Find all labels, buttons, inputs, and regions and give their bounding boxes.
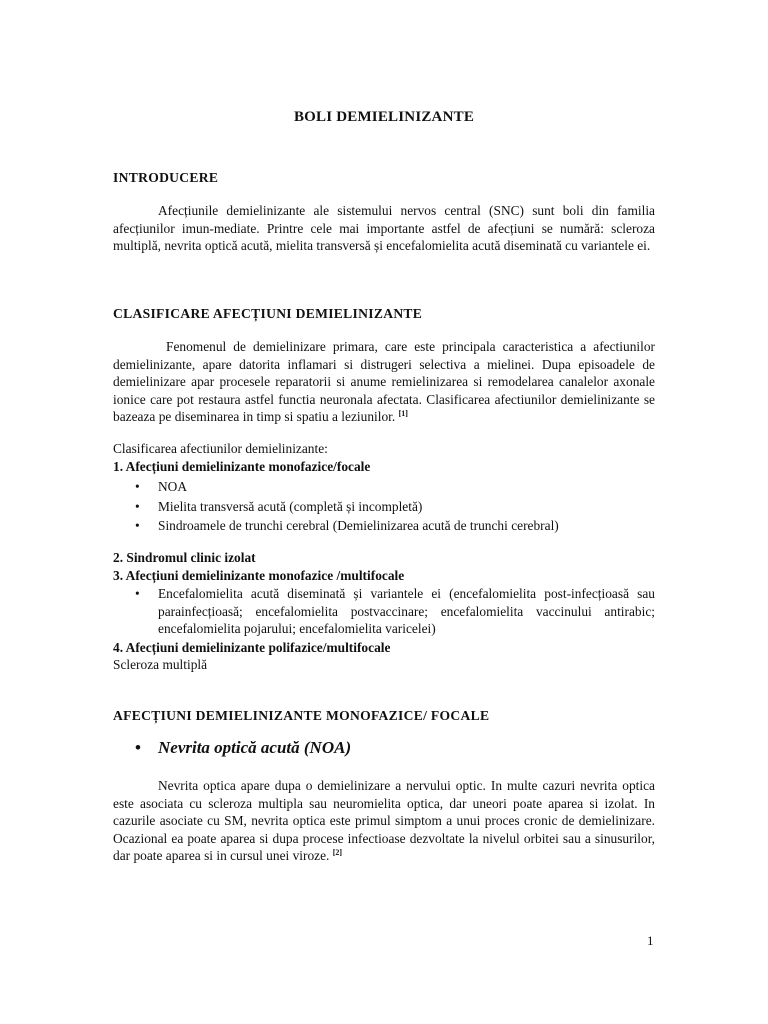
category-2-heading: 2. Sindromul clinic izolat — [113, 550, 256, 565]
section-heading-introducere: INTRODUCERE — [113, 170, 219, 185]
document-title: BOLI DEMIELINIZANTE — [293, 109, 475, 125]
bullet-icon: • — [135, 738, 141, 757]
category-3-list — [113, 585, 655, 640]
reference-2[interactable]: [2] — [332, 848, 343, 858]
noa-paragraph-text: Nevrita optica apare dupa o demielinizare a nervului optic. In multe cazuri nevrita optica este asociata cu scleroza multipla sau neuromielita optica, dar uneori poate aparea si izolat. In cazurile asociate cu SM, nevrita optica este primul simptom a unui proces cronic de demielinizare. Ocazional ea poate aparea si dupa procese infectioase dezvoltate la nivelul orbitei sau a sinusurilor, dar poate aparea si in cursul unei viroze. — [113, 778, 655, 864]
classification-intro: Clasificarea afectiunilor demielinizante: — [113, 441, 328, 456]
clasificare-paragraph — [113, 338, 655, 426]
reference-1[interactable]: [1] — [398, 409, 408, 419]
list-item: • Encefalomielita acută diseminată și variantele ei (encefalomielita post-infecțioasă sau parainfecțioasă; encefalomielita postvaccinare; encefalomielita vaccinului antirabic; encefalomielita pojarului; encefalomielita varicelei) — [135, 586, 655, 637]
section-heading-monofazice: AFECȚIUNI DEMIELINIZANTE MONOFAZICE/ FOCALE — [113, 708, 490, 723]
list-item: • Sindroamele de trunchi cerebral (Demielinizarea acută de trunchi cerebral) — [135, 518, 559, 534]
bullet-icon: • — [135, 479, 140, 494]
category-1-list — [113, 478, 655, 537]
category-1-heading: 1. Afecțiuni demielinizante monofazice/focale — [113, 459, 371, 474]
intro-paragraph: Afecțiunile demielinizante ale sistemului nervos central (SNC) sunt boli din familia afecțiunilor imun-mediate. Printre cele mai importante astfel de afecțiuni se numără: scleroza multiplă, nevrita optică acută, mielita transversă și encefalomielita acută diseminată cu variantele ei. — [113, 203, 655, 254]
list-item: • NOA — [135, 479, 188, 494]
noa-paragraph — [113, 777, 655, 865]
section-heading-clasificare: CLASIFICARE AFECȚIUNI DEMIELINIZANTE — [113, 306, 423, 321]
clasificare-paragraph-text: Fenomenul de demielinizare primara, care este principala caracteristica a afectiunilor demielinizante, apare datorita inflamari si distrugeri selectiva a mielinei. Dupa episoadele de demielinizare apar procesele reparatorii si anume remielinizarea si remodelarea canalelor axonale ionice care pot restaura astfel functia neuronala afectata. Clasificarea afectiunilor demielinizante se bazeaza pe diseminarea in timp si spatiu a leziunilor. — [113, 339, 655, 425]
category-3-heading: 3. Afecțiuni demielinizante monofazice /multifocale — [113, 568, 405, 583]
category-4-text: Scleroza multiplă — [113, 657, 208, 672]
bullet-icon: • — [135, 518, 140, 534]
list-item: • Mielita transversă acută (completă și incompletă) — [135, 498, 423, 514]
bullet-icon: • — [135, 586, 140, 601]
category-4-heading: 4. Afecțiuni demielinizante polifazice/multifocale — [113, 640, 391, 655]
noa-subheading: • Nevrita optică acută (NOA) — [135, 738, 352, 757]
bullet-icon: • — [135, 498, 140, 514]
page-number: 1 — [647, 933, 654, 948]
